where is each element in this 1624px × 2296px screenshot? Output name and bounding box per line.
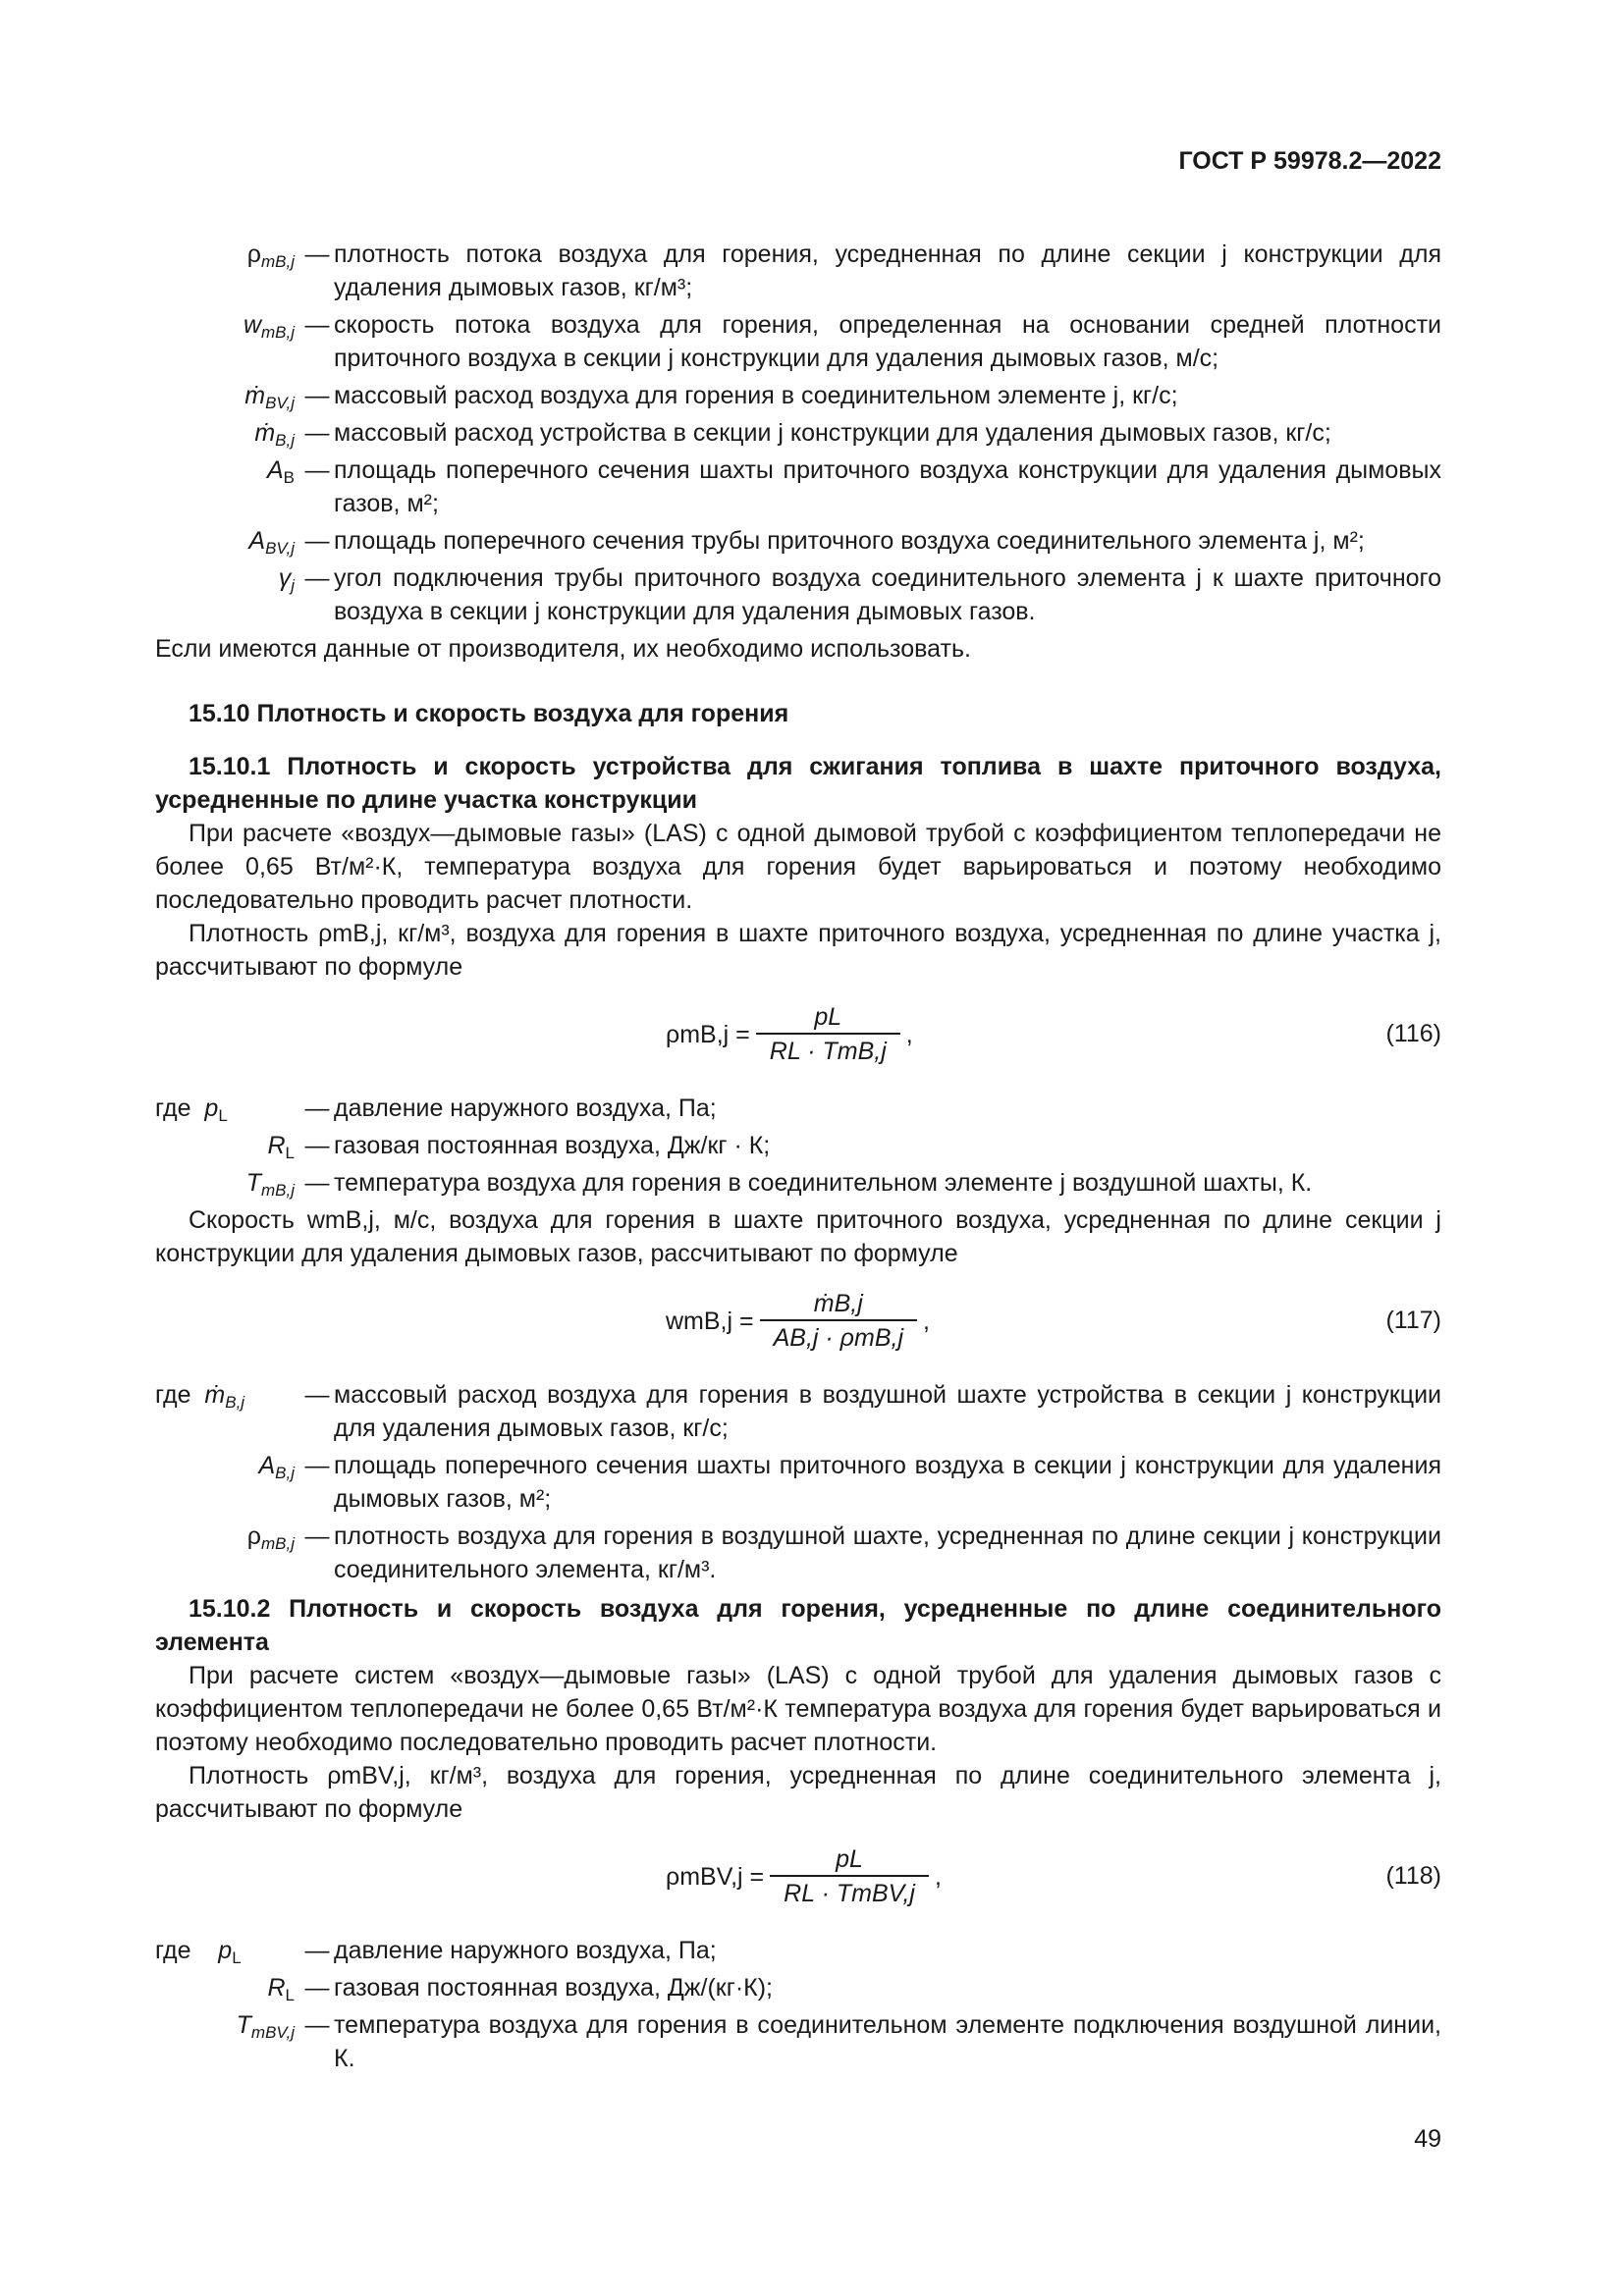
definition-text: площадь поперечного сечения трубы приточного воздуха соединительного элемента j, м²; [334,527,1365,555]
definition-item [155,308,1441,375]
formula-tail: , [923,1308,930,1335]
formula-lhs: ρmB,j = [666,1021,750,1048]
formula-number: (118) [1385,1862,1441,1890]
formula-numerator: pL [814,1003,842,1031]
dash: — [304,1095,330,1122]
page-body [155,238,1441,2079]
formula-tail: , [905,1021,913,1048]
definition-text: газовая постоянная воздуха, Дж/кг · К; [334,1132,771,1159]
dash: — [304,1937,330,1964]
definition-symbol: $\rho_{mB,j}$ [246,1522,295,1553]
definition-item [155,2008,1441,2075]
section-heading-15-10: 15.10 Плотность и скорость воздуха для горения [189,700,789,727]
formula-number: (117) [1385,1307,1441,1334]
formula-fraction [770,1843,929,1910]
dash: — [304,419,330,447]
where-list-116 [155,1092,1441,1200]
formula-numerator: pL [836,1845,863,1873]
definition-text: давление наружного воздуха, Па; [334,1095,717,1122]
definition-text: массовый расход устройства в секции j конструкции для удаления дымовых газов, кг/с; [334,419,1331,447]
definition-item [155,454,1441,520]
definition-symbol: $A_{B,j}$ [258,1452,295,1482]
definition-symbol: $R_L$ [267,1974,295,2004]
paragraph: Скорость wmB,j, м/с, воздуха для горения в шахте приточного воздуха, усредненная по длине секции j конструкции для удаления дымовых газов, рассчитывают по формуле [155,1206,1441,1267]
definition-symbol: где $p_L$ [155,1095,228,1125]
dash: — [304,1169,330,1197]
definition-text: угол подключения трубы приточного воздуха соединительного элемента j к шахте приточного воздуха в секции j конструкции для удаления дымовых газов. [334,564,1441,625]
formula-116 [155,995,1441,1082]
definition-text: площадь поперечного сечения шахты приточного воздуха в секции j конструкции для удаления дымовых газов, м²; [334,1452,1441,1513]
formula-117 [155,1282,1441,1368]
dash: — [304,311,330,339]
definition-text: плотность потока воздуха для горения, усредненная по длине секции j конструкции для удаления дымовых газов, кг/м³; [334,240,1441,301]
dash: — [304,240,330,268]
definition-item [155,1166,1441,1200]
formula-tail: , [934,1863,942,1891]
definition-symbol: ṁ$_{BV,j}$ [244,382,295,412]
definition-item [155,1934,1441,1967]
definition-symbol: $R_L$ [267,1132,295,1162]
dash: — [304,1452,330,1479]
definition-item [155,1378,1441,1445]
dash: — [304,1522,330,1550]
definition-item [155,1520,1441,1586]
formula-numerator: ṁB,j [813,1290,863,1317]
manufacturer-note: Если имеются данные от производителя, их необходимо использовать. [155,635,971,663]
definition-item [155,524,1441,558]
definition-item [155,238,1441,304]
definition-item [155,561,1441,628]
definition-symbol: где ṁ$_{B,j}$ [155,1381,245,1412]
definition-item [155,1971,1441,2004]
formula-fraction [760,1288,917,1355]
where-list-118 [155,1934,1441,2075]
definition-text: площадь поперечного сечения шахты приточного воздуха конструкции для удаления дымовых газов, м²; [334,456,1441,517]
formula-lhs: wmB,j = [666,1308,754,1335]
definition-symbol: ṁ$_{B,j}$ [254,419,295,450]
definition-text: массовый расход воздуха для горения в соединительном элементе j, кг/с; [334,382,1178,409]
definition-text: газовая постоянная воздуха, Дж/(кг·К); [334,1974,773,2002]
paragraph: При расчете «воздух—дымовые газы» (LAS) с одной дымовой трубой с коэффициентом теплопередачи не более 0,65 Вт/м²·К, температура воздуха для горения будет варьироваться и поэтому необходимо последовательно проводить расчет плотности. [155,820,1441,914]
definition-text: скорость потока воздуха для горения, определенная на основании средней плотности приточного воздуха в секции j конструкции для удаления дымовых газов, м/с; [334,311,1441,372]
formula-lhs: ρmBV,j = [666,1863,765,1891]
dash: — [304,564,330,592]
definition-symbol: $A_{BV,j}$ [248,527,295,558]
formula-denominator: AB,j · ρmB,j [760,1319,917,1355]
paragraph: При расчете систем «воздух—дымовые газы» (LAS) с одной трубой для удаления дымовых газов с коэффициентом теплопередачи не более 0,65 Вт/м²·К температура воздуха для горения будет варьироваться и поэтому необходимо последовательно проводить расчет плотности. [155,1662,1441,1756]
definition-text: давление наружного воздуха, Па; [334,1937,717,1964]
paragraph: Плотность ρmBV,j, кг/м³, воздуха для горения, усредненная по длине соединительного элемента j, рассчитывают по формуле [155,1762,1441,1823]
definition-text: массовый расход воздуха для горения в воздушной шахте устройства в секции j конструкции для удаления дымовых газов, кг/с; [334,1381,1441,1442]
dash: — [304,1132,330,1159]
dash: — [304,1381,330,1409]
dash: — [304,2011,330,2039]
where-list-117 [155,1378,1441,1586]
definition-symbol: $A_B$ [266,456,295,487]
definition-symbol: где $p_L$ [155,1937,242,1967]
formula-number: (116) [1385,1020,1441,1047]
definitions-list-top [155,238,1441,628]
paragraph: Плотность ρmB,j, кг/м³, воздуха для горения в шахте приточного воздуха, усредненная по длине участка j, рассчитывают по формуле [155,920,1441,981]
formula-118 [155,1838,1441,1924]
definition-item [155,379,1441,412]
definition-symbol: $T_{mBV,j}$ [236,2011,295,2042]
definition-text: плотность воздуха для горения в воздушной шахте, усредненная по длине секции j конструкции соединительного элемента, кг/м³. [334,1522,1441,1583]
formula-denominator: RL · TmBV,j [770,1875,929,1910]
definition-item [155,1449,1441,1516]
document-header: ГОСТ Р 59978.2—2022 [1178,147,1441,175]
definition-item [155,1129,1441,1162]
definition-symbol: $\gamma_j$ [278,564,295,595]
section-heading-15-10-2: 15.10.2 Плотность и скорость воздуха для горения, усредненные по длине соединительного элемента [155,1595,1441,1656]
definition-text: температура воздуха для горения в соединительном элементе подключения воздушной линии, К. [334,2011,1441,2072]
definition-item [155,1092,1441,1125]
formula-denominator: RL · TmB,j [756,1033,900,1068]
definition-text: температура воздуха для горения в соединительном элементе j воздушной шахты, К. [334,1169,1313,1197]
formula-fraction [756,1001,900,1068]
dash: — [304,527,330,555]
dash: — [304,382,330,409]
dash: — [304,1974,330,2002]
definition-symbol: $\rho_{mB,j}$ [246,240,295,271]
definition-symbol: $w_{mB,j}$ [243,311,295,342]
page-number: 49 [1414,2125,1441,2153]
dash: — [304,456,330,484]
section-heading-15-10-1: 15.10.1 Плотность и скорость устройства для сжигания топлива в шахте приточного воздуха, усредненные по длине участка конструкции [155,753,1441,814]
definition-item [155,416,1441,450]
definition-symbol: $T_{mB,j}$ [245,1169,295,1200]
